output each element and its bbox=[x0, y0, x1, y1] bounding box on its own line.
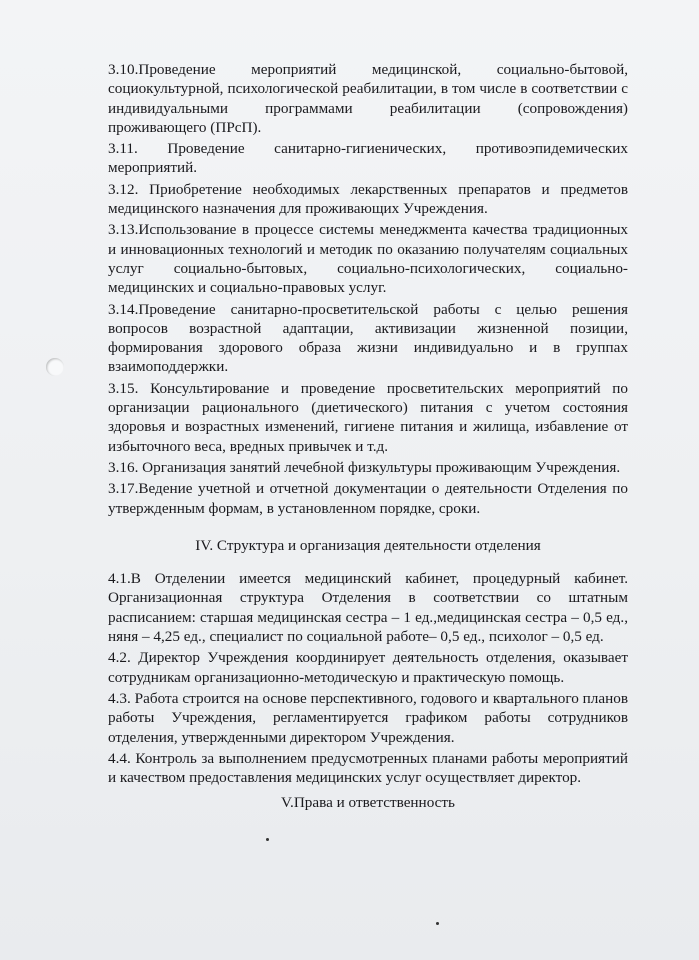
paragraph-4-2: 4.2. Директор Учреждения координирует деятельность отделения, оказывает сотрудникам организационно-методическую и практическую помощь. bbox=[108, 649, 628, 686]
paragraph-3-15: 3.15. Консультирование и проведение просветительских мероприятий по организации рационального (диетического) питания с учетом состояния здоровья и возрастных изменений, гигиене питания и жилища, избавление от избыточного веса, вредных привычек и т.д. bbox=[108, 379, 628, 455]
section-5-heading: V.Права и ответственность bbox=[281, 794, 455, 812]
ink-dot bbox=[436, 922, 439, 925]
paragraph-3-17: 3.17.Ведение учетной и отчетной документации о деятельности Отделения по утвержденным формам, в установленном порядке, сроки. bbox=[108, 480, 628, 517]
paragraph-4-3: 4.3. Работа строится на основе перспективного, годового и квартального планов работы Учреждения, регламентируется графиком работы сотрудников отделения, утвержденными директором Учреждения. bbox=[108, 689, 628, 746]
document-body bbox=[108, 60, 628, 813]
ink-dot bbox=[266, 838, 269, 841]
paragraph-3-12: 3.12. Приобретение необходимых лекарственных препаратов и предметов медицинского назначения для проживающих Учреждения. bbox=[108, 180, 628, 218]
paragraph-3-14: 3.14.Проведение санитарно-просветительской работы с целью решения вопросов возрастной адаптации, активизации жизненной позиции, формирования здорового образа жизни индивидуально и в группах взаимоподдержки. bbox=[108, 300, 628, 376]
paragraph-3-16: 3.16. Организация занятий лечебной физкультуры проживающим Учреждения. bbox=[108, 458, 621, 476]
punch-hole bbox=[46, 358, 64, 376]
paragraph-4-4: 4.4. Контроль за выполнением предусмотренных планами работы мероприятий и качеством предоставления медицинских услуг осуществляет директор. bbox=[108, 749, 628, 787]
paragraph-3-10: 3.10.Проведение мероприятий медицинской, социально-бытовой, социокультурной, психологической реабилитации, в том числе в соответствии с индивидуальными программами реабилитации (сопровождения) проживающего (ПРсП). bbox=[108, 61, 628, 136]
section-4-heading: IV. Структура и организация деятельности отделения bbox=[195, 536, 541, 554]
paragraph-3-11: 3.11. Проведение санитарно-гигиенических, противоэпидемических мероприятий. bbox=[108, 140, 628, 177]
paragraph-4-1: 4.1.В Отделении имеется медицинский кабинет, процедурный кабинет. Организационная структура Отделения в соответствии со штатным расписанием: старшая медицинская сестра – 1 ед.,медицинская сестра – 0,5 ед., няня – 4,25 ед., специалист по социальной работе– 0,5 ед., психолог – 0,5 ед. bbox=[108, 570, 628, 646]
paragraph-3-13: 3.13.Использование в процессе системы менеджмента качества традиционных и инновационных технологий и методик по оказанию получателям социальных услуг социально-бытовых, социально-психологических, социально-медицинских и социально-правовых услуг. bbox=[108, 221, 628, 297]
